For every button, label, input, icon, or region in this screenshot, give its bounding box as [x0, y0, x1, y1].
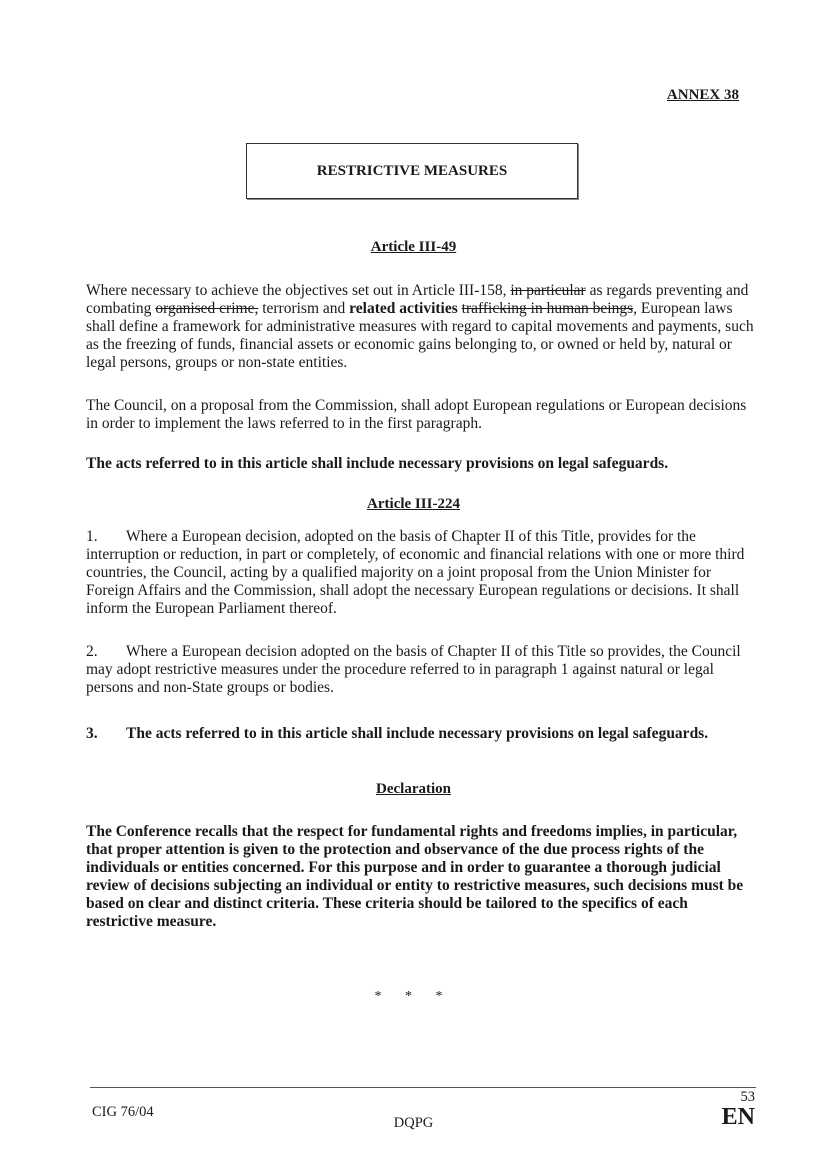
article2-paragraph3 [86, 725, 754, 743]
paragraph-text: The acts referred to in this article shall include necessary provisions on legal safeguards. [126, 725, 709, 742]
inserted-text: related activities [349, 300, 458, 317]
title-box-text: RESTRICTIVE MEASURES [316, 163, 508, 179]
article1-paragraph1 [86, 282, 754, 372]
paragraph-number: 1. [86, 528, 98, 545]
paragraph-text: The acts referred to in this article shall include necessary provisions on legal safeguards. [86, 455, 669, 472]
footer-department: DQPG [393, 1115, 434, 1131]
paragraph-text: Where a European decision, adopted on the basis of Chapter II of this Title, provides for the interruption or reduction, in part or completely, of economic and financial relations with one or more third countries, the Council, acting by a qualified majority on a joint proposal from the Union Minister for Foreign Affairs and the Commission, shall adopt the necessary European regulations or decisions. It shall inform the European Parliament thereof. [86, 528, 745, 617]
text-run: , European laws shall define a framework for administrative measures with regard to capital movements and payments, such as the freezing of funds, financial assets or economic gains belonging to, or owned or held by, natural or legal persons, groups or non-state entities. [86, 300, 754, 371]
footer-doc-ref: CIG 76/04 [92, 1104, 154, 1120]
paragraph-text: The Council, on a proposal from the Commission, shall adopt European regulations or European decisions in order to implement the laws referred to in the first paragraph. [86, 397, 747, 432]
language-code: EN [721, 1104, 755, 1130]
paragraph-text: Where a European decision adopted on the basis of Chapter II of this Title so provides, the Council may adopt restrictive measures under the procedure referred to in paragraph 1 against natural or legal persons and non-State groups or bodies. [86, 643, 741, 696]
article-heading-iii-49: Article III-49 [370, 239, 457, 255]
title-box [246, 143, 578, 199]
paragraph-number: 3. [86, 725, 98, 742]
footer-rule [90, 1087, 756, 1088]
text-run: as regards preventing and combating [86, 282, 749, 317]
deleted-text: in particular [510, 282, 586, 299]
paragraph-text: The Conference recalls that the respect for fundamental rights and freedoms implies, in particular, that proper attention is given to the protection and observance of the due process rights of the individuals or entities concerned. For this purpose and in order to guarantee a thorough judicial review of decisions subjecting an individual or entity to restrictive measures, such decisions must be based on clear and distinct criteria. These criteria should be tailored to the specifics of each restrictive measure. [86, 823, 744, 930]
paragraph-number: 2. [86, 643, 98, 660]
declaration-text [86, 823, 754, 931]
article1-paragraph3 [86, 455, 754, 473]
annex-label: ANNEX 38 [666, 87, 739, 103]
article1-paragraph2 [86, 397, 754, 433]
deleted-text: trafficking in human beings [461, 300, 634, 317]
declaration-heading: Declaration [376, 781, 451, 797]
page-number: 53 [740, 1089, 755, 1105]
article2-paragraph2 [86, 643, 754, 697]
deleted-text: organised crime, [155, 300, 259, 317]
text-run: terrorism and [258, 300, 350, 317]
article-heading-iii-224: Article III-224 [367, 496, 460, 512]
section-separator: * * * [374, 989, 453, 1004]
text-run: Where necessary to achieve the objectives set out in Article III-158, [86, 282, 511, 299]
article2-paragraph1 [86, 528, 754, 618]
